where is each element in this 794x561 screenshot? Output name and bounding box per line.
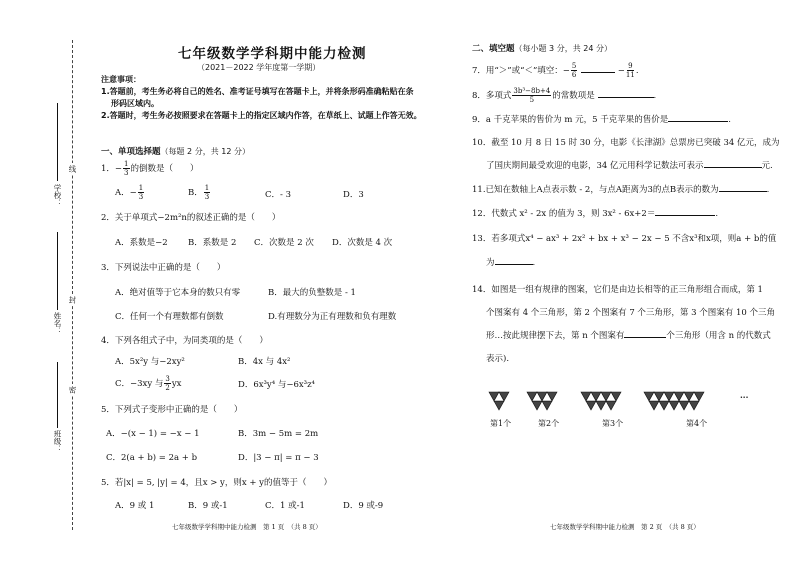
notice-2: 2.答题时，考生务必按照要求在答题卡上的指定区域内作答，在草纸上、试题上作答无效。	[101, 111, 422, 120]
q2-option-c[interactable]: C．次数是 2 次	[254, 238, 314, 248]
question-6: 5．若|x| = 5, |y| = 4，且x > y，则x + y的值等于（ ）	[101, 478, 332, 488]
binding-dashed-line	[72, 40, 73, 530]
notice-title: 注意事项：	[101, 75, 141, 84]
name-label: 姓名：	[53, 312, 62, 335]
question-5: 5．下列式子变形中正确的是（ ）	[101, 405, 243, 415]
q4-option-d[interactable]: D．6x³y⁴ 与−6x³z⁴	[238, 380, 315, 390]
q3-option-a[interactable]: A．绝对值等于它本身的数只有零	[115, 288, 241, 298]
q2-option-d[interactable]: D．次数是 4 次	[332, 238, 393, 248]
question-14-line4: 表示).	[486, 354, 510, 364]
question-10-cont: 了国庆期间最受欢迎的电影，34 亿元用科学记数法可表示 元.	[486, 161, 773, 171]
q4-option-a[interactable]: A．5x²y 与−2xy²	[115, 357, 185, 367]
question-2: 2．关于单项式−2m²n的叙述正确的是（ ）	[101, 213, 281, 223]
class-label: 班级：	[53, 430, 62, 453]
pattern-4-label: 第4个	[686, 419, 708, 428]
seal-mark-seal: 封	[68, 296, 77, 304]
name-blank	[57, 232, 58, 310]
q5-option-c[interactable]: C．2(a + b) = 2a + b	[106, 453, 198, 463]
q2-option-a[interactable]: A．系数是−2	[115, 238, 168, 248]
q3-option-b[interactable]: B．最大的负整数是 - 1	[268, 288, 356, 298]
seal-mark-secret: 密	[68, 386, 77, 394]
notice-1-cont: 形码区域内。	[111, 99, 159, 108]
question-1: 1．− $\frac{1}{3}$ 的倒数是（ ）	[101, 160, 199, 177]
question-11: 11.已知在数轴上A点表示数 - 2，与点A距离为3的点B表示的数为 .	[472, 185, 770, 195]
answer-blank-7[interactable]	[581, 72, 615, 73]
question-9: 9．a 千克苹果的售价为 m 元，5 千克苹果的售价是 .	[472, 115, 731, 125]
question-12: 12．代数式 x² - 2x 的值为 3，则 3x² - 6x+2＝ .	[472, 209, 719, 219]
question-10: 10．截至 10 月 8 日 15 时 30 分，电影《长津湖》总票房已突破 34 亿元，成为	[472, 138, 780, 148]
question-4: 4．下列各组式子中，为同类项的是（ ）	[101, 336, 268, 346]
q5-option-d[interactable]: D．|3 − π| = π − 3	[238, 453, 319, 463]
question-8: 8．多项式 $\frac{\text{3b³−8b+4}}{5}$ 的常数项是 .	[472, 87, 657, 104]
q5-option-a[interactable]: A．−(x − 1) = −x − 1	[106, 429, 200, 439]
answer-blank-14[interactable]	[624, 337, 666, 338]
question-14: 14．如图是一组有规律的图案，它们是由边长相等的正三角形组合而成，第 1	[472, 285, 763, 295]
pattern-continues-dots: ···	[740, 392, 749, 402]
q1-option-a[interactable]: A．− $\frac{1}{3}$	[115, 184, 144, 201]
section-1-note: （每题 2 分，共 12 分）	[160, 147, 250, 156]
q1-option-d[interactable]: D．3	[343, 190, 364, 200]
answer-blank-13[interactable]	[495, 264, 533, 265]
answer-blank-8[interactable]	[598, 97, 654, 98]
q6-option-b[interactable]: B．9 或-1	[188, 501, 228, 511]
question-13: 13．若多项式x⁴ − ax³ + 2x² + bx + x³ − 2x − 5 不含x³和x项，则a + b的值	[472, 234, 777, 244]
q1-option-c[interactable]: C．- 3	[265, 190, 291, 200]
school-blank	[57, 103, 58, 181]
footer-page-2: 七年级数学学科期中能力检测 第 2 页 （共 8 页）	[550, 523, 700, 531]
page-subtitle: （2021－2022 学年度第一学期）	[197, 63, 321, 72]
answer-blank-12[interactable]	[655, 215, 715, 216]
q3-option-d[interactable]: D.有理数分为正有理数和负有理数	[268, 312, 397, 322]
question-7: 7．用“＞”或“＜”填空：− $\frac{5}{6}$ − $\frac{9}{11}$ .	[472, 62, 639, 79]
pattern-3-label: 第3个	[602, 419, 624, 428]
q4-option-b[interactable]: B．4x 与 4x²	[238, 357, 291, 367]
q5-option-b[interactable]: B．3m − 5m = 2m	[238, 429, 319, 439]
question-3: 3．下列说法中正确的是（ ）	[101, 263, 226, 273]
answer-blank-10[interactable]	[704, 167, 762, 168]
q1-option-b[interactable]: B． $\frac{1}{3}$	[188, 184, 210, 201]
q4-option-c[interactable]: C．−3xy 与 $\frac{3}{2}$ yx	[115, 375, 182, 392]
school-label: 学校：	[53, 184, 62, 207]
pattern-2-label: 第2个	[538, 419, 560, 428]
page-title: 七年级数学学科期中能力检测	[178, 46, 367, 62]
answer-blank-9[interactable]	[668, 121, 728, 122]
footer-page-1: 七年级数学学科期中能力检测 第 1 页 （共 8 页）	[172, 523, 322, 531]
class-blank	[57, 362, 58, 428]
seal-mark-line: 线	[68, 165, 77, 173]
section-2-title: 二、填空题（每小题 3 分，共 24 分）	[472, 44, 612, 54]
section-2-note: （每小题 3 分，共 24 分）	[514, 44, 612, 53]
question-13-cont: 为 .	[486, 258, 536, 268]
question-14-line2: 个图案有 4 个三角形，第 2 个图案有 7 个三角形，第 3 个图案有 10 个三角	[486, 308, 775, 318]
question-14-line3: 形…按此规律摆下去，第 n 个图案有 个三角形（用含 n 的代数式	[486, 331, 771, 341]
pattern-3	[581, 392, 621, 410]
pattern-4	[644, 392, 704, 410]
pattern-2	[527, 392, 557, 410]
q6-option-c[interactable]: C．1 或-1	[265, 501, 305, 511]
q6-option-d[interactable]: D．9 或-9	[343, 501, 384, 511]
notice-1: 1.答题前，考生务必将自己的姓名、准考证号填写在答题卡上，并将条形码准确粘贴在条	[101, 87, 414, 96]
q3-option-c[interactable]: C．任何一个有理数都有倒数	[115, 312, 224, 322]
answer-blank-11[interactable]	[719, 191, 767, 192]
section-1-title: 一、单项选择题（每题 2 分，共 12 分）	[101, 147, 250, 157]
pattern-1	[489, 392, 509, 410]
pattern-1-label: 第1个	[490, 419, 512, 428]
q6-option-a[interactable]: A．9 或 1	[115, 501, 155, 511]
q2-option-b[interactable]: B．系数是 2	[188, 238, 237, 248]
